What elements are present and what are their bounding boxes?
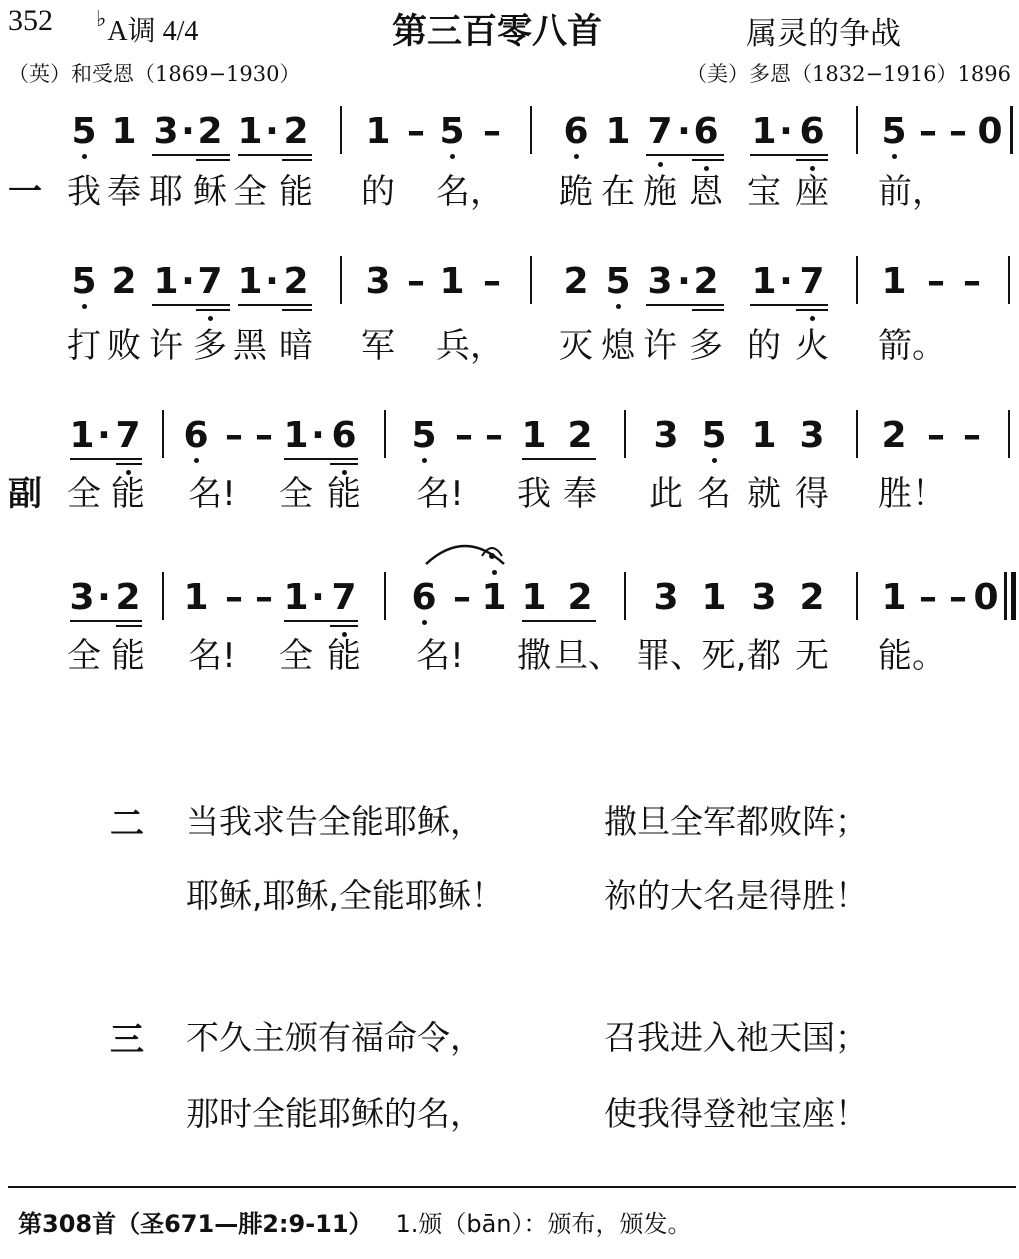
note: 1	[111, 111, 137, 152]
dash: –	[919, 577, 937, 618]
lyric-char: 的	[747, 326, 781, 366]
dot: ·	[779, 261, 793, 302]
lyric-char: 死,	[701, 636, 747, 676]
note: 6	[693, 111, 719, 152]
lyric-char: 军	[361, 326, 395, 366]
note: 0	[977, 111, 1003, 152]
lyric-char: 败	[107, 326, 141, 366]
note: 3	[153, 111, 179, 152]
note: 2	[881, 415, 907, 456]
refrain-label: 副	[8, 474, 42, 514]
note: 6	[331, 415, 357, 456]
lyric-char: 能	[111, 636, 145, 676]
lyric-char: 火	[795, 326, 829, 366]
note: 6	[799, 111, 825, 152]
verse-2-line-2a: 耶稣,耶稣,全能耶稣！	[186, 876, 504, 915]
dash: –	[927, 415, 945, 456]
footer-reference: 第308首（圣671—腓2:9-11）	[18, 1210, 373, 1238]
lyric-char: 全	[233, 172, 267, 212]
lyric-char: 能	[327, 474, 361, 514]
note: 5	[71, 111, 97, 152]
dash: –	[225, 415, 243, 456]
dash: –	[963, 261, 981, 302]
lyric-char: 奉	[563, 474, 597, 514]
dash: –	[255, 415, 273, 456]
dash: –	[949, 111, 967, 152]
dash: –	[407, 111, 425, 152]
note: 2	[283, 111, 309, 152]
note: 3	[69, 577, 95, 618]
lyric-char: 胜！	[878, 474, 946, 514]
dot: ·	[265, 261, 279, 302]
note: 6	[411, 577, 437, 618]
lyric-char: 暗	[279, 326, 313, 366]
note: 1	[881, 577, 907, 618]
note: 6	[183, 415, 209, 456]
dash: –	[485, 415, 503, 456]
note: 2	[567, 577, 593, 618]
page-number: 352	[8, 4, 53, 37]
lyric-char: 能。	[878, 636, 946, 676]
lyric-char: 我	[517, 474, 551, 514]
footer-divider	[8, 1186, 1016, 1188]
note: 2	[111, 261, 137, 302]
dash: –	[225, 577, 243, 618]
flat-symbol: ♭	[96, 6, 107, 31]
note: 6	[563, 111, 589, 152]
dot: ·	[779, 111, 793, 152]
note: 2	[283, 261, 309, 302]
note: 5	[411, 415, 437, 456]
dot: ·	[311, 577, 325, 618]
lyric-char: 许	[643, 326, 677, 366]
dash: –	[949, 577, 967, 618]
lyric-char: 许	[149, 326, 183, 366]
verse-2-line-1b: 撒旦全军都败阵；	[604, 802, 868, 841]
note: 2	[567, 415, 593, 456]
dash: –	[963, 415, 981, 456]
dot: ·	[97, 577, 111, 618]
note: 1	[481, 577, 507, 618]
note: 2	[563, 261, 589, 302]
lyric-char: 跪	[559, 172, 593, 212]
note: 1	[237, 261, 263, 302]
dash: –	[483, 111, 501, 152]
note: 3	[751, 577, 777, 618]
key-signature	[96, 6, 198, 49]
lyric-char: 全	[67, 474, 101, 514]
lyric-char: 奉	[107, 172, 141, 212]
note: 3	[365, 261, 391, 302]
lyric-char: 全	[279, 474, 313, 514]
lyric-char: 多	[193, 326, 227, 366]
lyric-char: 能	[111, 474, 145, 514]
lyric-char: 能	[279, 172, 313, 212]
lyric-line-3	[0, 474, 1019, 518]
key-text: A调 4/4	[107, 16, 199, 47]
lyric-char: 多	[689, 326, 723, 366]
lyric-char: 灭	[559, 326, 593, 366]
note: 1	[283, 415, 309, 456]
lyric-char: 就	[747, 474, 781, 514]
lyric-char: 稣	[193, 172, 227, 212]
note: 1	[439, 261, 465, 302]
note: 3	[653, 415, 679, 456]
note: 2	[799, 577, 825, 618]
lyric-char: 名，	[436, 172, 504, 212]
lyric-char: 宝	[747, 172, 781, 212]
verse-2-line-2b: 祢的大名是得胜！	[604, 876, 868, 915]
note: 1	[283, 577, 309, 618]
lyric-char: 打	[67, 326, 101, 366]
lyric-char: 的	[361, 172, 395, 212]
note: 5	[71, 261, 97, 302]
verse-2-line-1a: 当我求告全能耶稣，	[186, 802, 483, 841]
hymn-subtitle: 属灵的争战	[746, 16, 901, 52]
note: 1	[881, 261, 907, 302]
footer-note	[18, 1204, 692, 1239]
lyric-char: 耶	[149, 172, 183, 212]
lyric-char: 箭。	[878, 326, 946, 366]
lyric-char: 此	[649, 474, 683, 514]
note: 1	[69, 415, 95, 456]
note: 2	[693, 261, 719, 302]
lyric-char: 名!	[416, 474, 464, 514]
verse-3-line-1b: 召我进入祂天国；	[604, 1018, 868, 1057]
hymn-title: 第三百零八首	[392, 12, 603, 52]
note: 1	[183, 577, 209, 618]
lyric-char: 恩	[689, 172, 723, 212]
dot: ·	[181, 261, 195, 302]
lyric-char: 在	[601, 172, 635, 212]
lyric-char: 座	[795, 172, 829, 212]
note: 7	[647, 111, 673, 152]
dot: ·	[97, 415, 111, 456]
lyric-char: 得	[795, 474, 829, 514]
dot: ·	[311, 415, 325, 456]
footer-annotation: 1.颁（bān）：颁布，颁发。	[395, 1210, 692, 1238]
lyric-char: 黑	[233, 326, 267, 366]
lyric-line-2	[0, 326, 1019, 370]
dot: ·	[181, 111, 195, 152]
note: 3	[647, 261, 673, 302]
slur-mark	[420, 534, 510, 574]
lyric-line-1	[0, 172, 1019, 216]
note: 7	[331, 577, 357, 618]
lyric-char: 我	[67, 172, 101, 212]
verse-number-2: 二	[110, 804, 144, 844]
lyric-char: 都	[747, 636, 781, 676]
lyric-char: 全	[279, 636, 313, 676]
lyric-char: 罪、	[636, 636, 704, 676]
dot: ·	[677, 261, 691, 302]
note: 1	[751, 415, 777, 456]
verse-3-line-1a: 不久主颁有福命令，	[186, 1018, 483, 1057]
note: 1	[365, 111, 391, 152]
dash: –	[919, 111, 937, 152]
dash: –	[407, 261, 425, 302]
lyric-line-4	[0, 636, 1019, 680]
note: 1	[701, 577, 727, 618]
verse-3-line-2b: 使我得登祂宝座！	[604, 1094, 868, 1133]
composer-credit: （美）多恩（1832−1916）1896	[686, 62, 1011, 86]
note: 5	[701, 415, 727, 456]
verse-3-line-2a: 那时全能耶稣的名，	[186, 1094, 483, 1133]
lyric-char: 熄	[601, 326, 635, 366]
note: 1	[521, 415, 547, 456]
lyric-char: 旦、	[554, 636, 622, 676]
note: 5	[605, 261, 631, 302]
note: 1	[237, 111, 263, 152]
note: 0	[973, 577, 999, 618]
lyric-char: 名!	[188, 474, 236, 514]
note: 7	[799, 261, 825, 302]
dot: ·	[265, 111, 279, 152]
dash: –	[453, 577, 471, 618]
lyric-char: 全	[67, 636, 101, 676]
note: 3	[653, 577, 679, 618]
note: 5	[439, 111, 465, 152]
verse-number-3: 三	[110, 1020, 144, 1060]
note: 2	[197, 111, 223, 152]
note: 1	[153, 261, 179, 302]
dash: –	[483, 261, 501, 302]
note: 1	[751, 261, 777, 302]
lyric-char: 能	[327, 636, 361, 676]
dot: ·	[677, 111, 691, 152]
lyric-char: 兵，	[436, 326, 504, 366]
note: 3	[799, 415, 825, 456]
lyric-char: 施	[643, 172, 677, 212]
verse-label: 一	[8, 172, 42, 212]
lyric-char: 无	[795, 636, 829, 676]
note: 5	[881, 111, 907, 152]
dash: –	[455, 415, 473, 456]
note: 1	[521, 577, 547, 618]
lyric-char: 撒	[517, 636, 551, 676]
note: 7	[197, 261, 223, 302]
lyric-char: 名	[697, 474, 731, 514]
dash: –	[255, 577, 273, 618]
dash: –	[927, 261, 945, 302]
lyric-char: 名!	[416, 636, 464, 676]
lyric-char: 前，	[878, 172, 946, 212]
note: 2	[115, 577, 141, 618]
note: 7	[115, 415, 141, 456]
lyricist-credit: （英）和受恩（1869−1930）	[8, 62, 301, 86]
note: 1	[751, 111, 777, 152]
note: 1	[605, 111, 631, 152]
lyric-char: 名!	[188, 636, 236, 676]
